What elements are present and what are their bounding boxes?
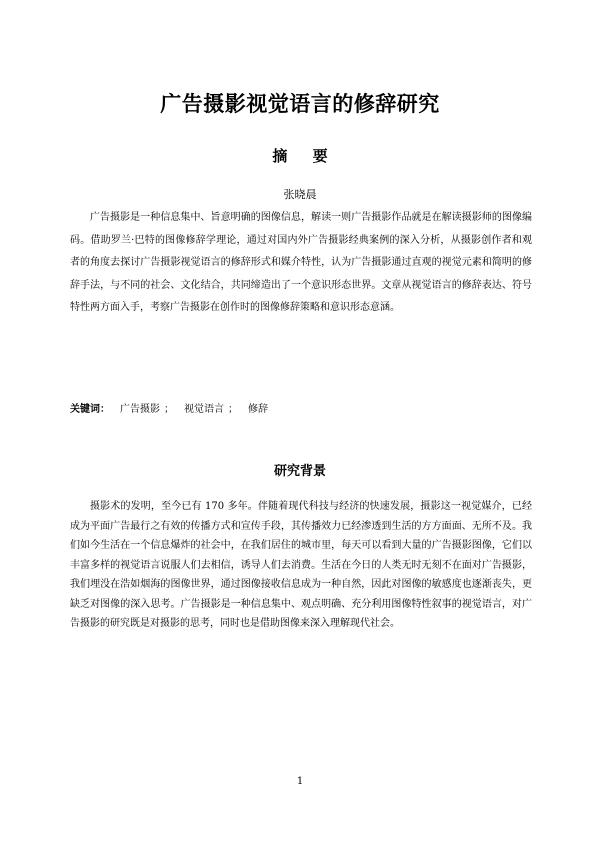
keywords-line (70, 402, 532, 418)
page-number: 1 (296, 776, 304, 787)
section-heading: 研究背景 (273, 464, 326, 479)
keyword-separator: ； (164, 404, 174, 415)
keywords-label: 关键词： (70, 404, 110, 415)
abstract-heading: 摘 要 (272, 147, 338, 165)
paper-title: 广告摄影视觉语言的修辞研究 (160, 91, 440, 116)
keyword-separator: ； (228, 404, 238, 415)
abstract-text: 广告摄影是一种信息集中、旨意明确的图像信息，解读一则广告摄影作品就是在解读摄影师的图像编码。借助罗兰·巴特的图像修辞学理论，通过对国内外广告摄影经典案例的深入分析，从摄影创作者和观者的角度去探讨广告摄影视觉语言的修辞形式和媒介特性，认为广告摄影通过直观的视觉元素和简明的修辞手法，与不同的社会、文化结合，共同缔造出了一个意识形态世界。文章从视觉语言的修辞表达、符号特性两方面入手，考察广告摄影在创作时的图像修辞策略和意识形态意涵。 (70, 212, 532, 313)
section-body-text: 摄影术的发明，至今已有 170 多年。伴随着现代科技与经济的快速发展，摄影这一视觉媒介，已经成为平面广告最行之有效的传播方式和宣传手段，其传播效力已经渗透到生活的方方面面、无所不及。我们如今生活在一个信息爆炸的社会中，在我们居住的城市里，每天可以看到大量的广告摄影图像，它们以丰富多样的视觉语言说服人们去相信，诱导人们去消费。生活在今日的人类无时无刻不在面对广告摄影，我们埋没在浩如烟海的图像世界，通过图像接收信息成为一种自然，因此对图像的敏感度也逐渐丧失，更缺乏对图像的深入思考。广告摄影是一种信息集中、观点明确、充分利用图像特性叙事的视觉语言，对广告摄影的研究既是对摄影的思考，同时也是借助图像来深入理解现代社会。 (70, 501, 532, 629)
keyword-item: 广告摄影 (120, 404, 160, 415)
keyword-item: 修辞 (248, 404, 268, 415)
author-name: 张晓晨 (283, 188, 317, 201)
keyword-item: 视觉语言 (184, 404, 224, 415)
